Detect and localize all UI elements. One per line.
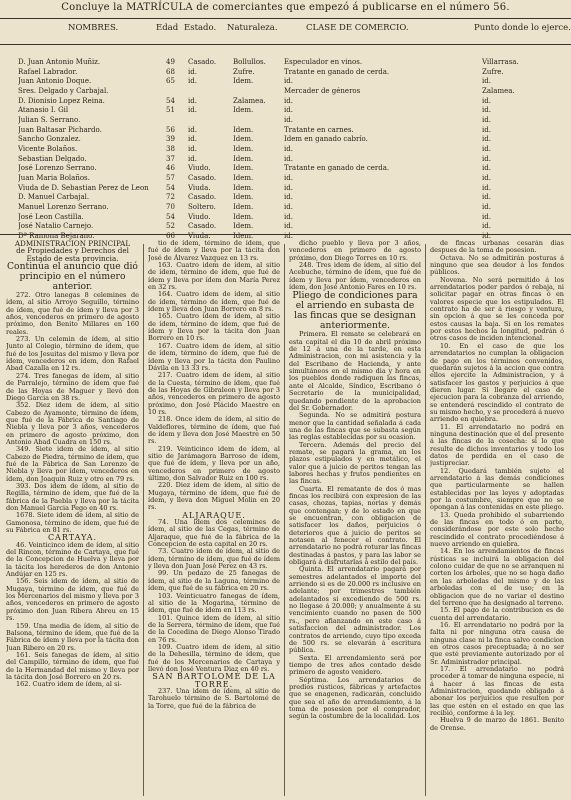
lot-entry: 156. Seis idem de ídem, al sitio de Mugaya, término de ídem, que fué de los Mercenarios del mismo y lleva por 3 años, vencederos en primero de agosto próximo don Juan Ribera Abreu en 15 rs. xyxy=(6,577,139,623)
merchant-state: id. xyxy=(188,154,197,163)
merchant-trade: id. xyxy=(284,202,293,211)
lot-entry: 218. Once idem de ídem, al sitio de Valdeflores, término de ídem, que fué de ídem y lleva don José Maestre en 50 rs. xyxy=(148,415,280,446)
merchant-state: Casado. xyxy=(188,193,217,202)
merchant-age xyxy=(166,116,186,126)
col-head-state: Estado. xyxy=(184,23,217,33)
lot-entry: 162. Cuatro idem de ídem, al si- xyxy=(16,680,122,689)
text-column-3 xyxy=(289,240,421,800)
merchant-trade: Especulador en vinos. xyxy=(284,58,363,66)
merchant-origin: Zufre. xyxy=(233,67,255,76)
merchant-state xyxy=(188,116,228,126)
merchant-place: id. xyxy=(482,144,491,153)
condition-clause: 16. El arrendatario no podrá por la falta ni por ninguna otra causa de ninguna clase ni la finca salvo condicion en otros casos preceptuada; á no ser que esté previamente autorizado por el Sr. Administrador principal. xyxy=(430,620,564,666)
merchant-state: Viuda. xyxy=(188,231,211,240)
merchant-place: id. xyxy=(482,125,491,134)
lot-entry: 103. Veinticuatro fanegas de ídem, al sitio de la Mogarina, término de ídem, que fué de ídem en 113 rs. xyxy=(148,591,280,615)
merchant-age: 56 xyxy=(166,125,175,134)
merchant-place: id. xyxy=(482,173,491,182)
merchant-age: 54 xyxy=(166,212,175,221)
merchant-name: Sebastian Delgado. xyxy=(18,154,87,163)
merchant-age: 72 xyxy=(166,193,175,202)
merchant-trade: Mercader de géneros xyxy=(284,86,361,95)
merchant-place: id. xyxy=(482,115,491,124)
merchant-place: id. xyxy=(482,106,491,115)
lot-entry: 73. Cuatro idem de ídem, al sitio de ídem, término de ídem, que fué de ídem y lleva don Juan José Perez en 43 rs. xyxy=(148,547,280,571)
merchant-origin: Idem. xyxy=(233,164,254,173)
lot-entry: 349. Siete idem de ídem, al sitio Cabezo de Piedra, término de ídem, que fué de la Fábrica de San Lorenzo de Niebla y lleva por ídem, vencederos en ídem, don Joaquin Ruiz y otro en 79 rs. xyxy=(6,445,139,483)
merchant-place: id. xyxy=(482,202,491,211)
registry-names-column xyxy=(18,58,158,241)
lot-entry: 1678. Siete idem de ídem, al sitio de Gamonosa, término de ídem, que fué de su Fábrica en 81 rs. xyxy=(6,511,139,535)
lot-entry: 237. Una idem de ídem, al sitio de Tarohuelo término de S. Bartolomé de la Torre, que fué de la fábrica de xyxy=(148,686,280,710)
lot-entry: 74. Una idem dos celemines de ídem, al sitio de las Cegas, término de Aljaraque, que fué de la fábrica de la Concepcion de esta capital en 20 rs. xyxy=(148,518,280,549)
merchant-state: id. xyxy=(188,106,197,115)
merchant-age: 65 xyxy=(166,77,175,86)
merchant-origin: Idem. xyxy=(233,144,254,153)
lot-entry: 101. Quince idem de ídem, al sitio de la Serrera, término de ídem, que fué de la Cocedina de Diego Alonso Tirado en 76 rs. xyxy=(148,613,280,644)
merchant-name: D. Dionisio Lopez Reina. xyxy=(18,96,105,105)
lot-entry: 219. Veinticinco idem de ídem, al sitio de Jarámagora Barroso de ídem, que fué de ídem, y lleva por un año, vencederos en primero de agosto último, don Salvador Ruiz en 100 rs. xyxy=(148,444,280,482)
merchant-origin: Idem. xyxy=(233,173,254,182)
page-header: Concluye la MATRÍCULA de comerciantes que empezó á publicarse en el número 56. xyxy=(61,2,510,13)
merchant-trade: Tratante en ganado de cerda. xyxy=(284,164,390,173)
merchant-age: 38 xyxy=(166,144,175,153)
lot-entry: 167. Cuatro idem de ídem, al sitio de ídem, término de ídem, que fué de ídem y lleva por la tácita don Paulino Dávila en 13 33 rs. xyxy=(148,341,280,372)
condition-clause: 11. El arrendatario no podrá en ninguna destinación que el del presente á las fincas de la cosecha: si lo que resulte de dichos inventarios y todo los datos de perdida en el caso de justipreciar. xyxy=(430,422,564,468)
merchant-name: Juan Antonio Doque. xyxy=(18,77,92,86)
condition-clause: 13. Queda prohibido el subarriendo de las fincas en todo ó en parte, considerándose por este solo hecho rescindido el contrato procediéndose á nuevo arriendo en quiebra. xyxy=(430,510,564,549)
merchant-state: Casado. xyxy=(188,222,217,231)
merchant-place: Zalamea. xyxy=(482,86,515,95)
merchant-trade: id. xyxy=(284,154,293,163)
merchant-origin: Idem. xyxy=(233,222,254,231)
lot-entry: 164. Cuatro idem de ídem, al sitio de ídem, término de ídem, que fué de ídem y lleva don Juan Borrero en 8 rs. xyxy=(148,290,280,314)
merchant-trade: id. xyxy=(284,193,293,202)
notice-subheading: de Propiedades y Derechos del Estado de esta provincia. xyxy=(16,246,129,263)
merchant-name: Vicente Bolaños. xyxy=(18,144,78,153)
notice-continuation-title: Continúa el anuncio que dió principio en el número anterior. xyxy=(7,261,138,293)
merchant-state: id. xyxy=(188,77,197,86)
lot-entry: 109. Cuatro idem de ídem, al sitio de la Dehesilla, término de ídem, que fué de los Mercenarios de Cartaya y llevó don José Ventura Diaz en 40 rs. xyxy=(148,642,280,673)
merchant-name: D. Juan Antonio Muñiz. xyxy=(18,58,101,66)
col-head-place: Punto donde lo ejerce. xyxy=(474,23,571,33)
notice-body xyxy=(0,240,571,800)
text-column-1 xyxy=(6,240,139,800)
merchant-trade: id. xyxy=(284,212,293,221)
merchant-place: id. xyxy=(482,135,491,144)
merchant-state: Casado. xyxy=(188,58,217,66)
merchant-state xyxy=(188,87,228,97)
merchant-age: 57 xyxy=(166,173,175,182)
condition-clause: Séptima. Los arrendatarios de predios rústicos, fábricas y artefactos que se enagenen, radicarán, concluido que sea el año de arrendamiento, á la toma de posesion por el comprador, según la costumbre de la localidad. Los xyxy=(289,675,421,721)
merchant-place: id. xyxy=(482,193,491,202)
merchant-name: Rafael Labrador. xyxy=(18,67,78,76)
conditions-heading: Pliego de condiciones para el arriendo en subasta de las fincas que se designan anteriormente. xyxy=(292,290,418,332)
merchant-age: 54 xyxy=(166,183,175,192)
merchant-place: id. xyxy=(482,183,491,192)
merchant-age: 37 xyxy=(166,154,175,163)
lot-entry: 248. Tres idem de ídem, al sitio del Acebuche, término de ídem, que fué de ídem y lleva por ídem, vencederos en ídem, don José Antonio Fares en 10 rs. xyxy=(289,261,421,292)
merchant-age: 66 xyxy=(166,231,175,240)
merchant-age: 68 xyxy=(166,67,175,76)
lot-entry: 99. Un pedazo de 25 fanegas de ídem, al sitio de la Laguna, término de ídem, que fué de su fábrica en 20 rs. xyxy=(148,569,280,593)
lot-entry: dicho pueblo y lleva por 3 años, vencederos en primero de agosto próximo, don Diego Torres en 10 rs. xyxy=(289,240,421,262)
merchant-place: id. xyxy=(482,164,491,173)
merchant-place: id. xyxy=(482,222,491,231)
col-head-nature: Naturaleza. xyxy=(227,23,278,33)
lot-entry: 352. Diez idem de ídem, al sitio Cabezo de Ayamonte, término de ídem, que fué de la Fábrica de Santiago de Niebla y lleva por 3 años, vencederos en primero de agosto próximo, don Antonio Abad Cuadra en 150 rs. xyxy=(6,401,139,446)
merchant-name: Juan Baltasar Pichardo. xyxy=(18,125,102,134)
merchant-name: Atanasio I. Gil xyxy=(18,106,69,115)
merchant-age: 46 xyxy=(166,164,175,173)
merchant-trade: id. xyxy=(284,96,293,105)
merchant-state: Casado. xyxy=(188,173,217,182)
lot-entry: 159. Una media de ídem, al sitio de Balsona, término de ídem, que fué de la Fábrica de ídem y lleva por la tácita don Juan Ribero en 20 rs. xyxy=(6,621,139,652)
merchant-place: id. xyxy=(482,231,491,240)
merchant-origin: Idem. xyxy=(233,125,254,134)
merchant-place: Zufre. xyxy=(482,67,504,76)
merchant-name: Dª Ramona Bejarano. xyxy=(18,231,95,240)
merchant-registry xyxy=(0,58,571,240)
merchant-age: 52 xyxy=(166,222,175,231)
merchant-trade: Tratante en ganado de cerda. xyxy=(284,67,390,76)
merchant-trade: Idem en ganado cabrío. xyxy=(284,135,368,144)
condition-clause: Cuarta. El rematante de dos ó mas fincas los recibirá con expresion de las casas, chozas, tapias, norias y demás que contengan; y de lo estado en que se encuentran, con obligacion de satisfacer los daños, perjuicios ó deterioros que á juicio de peritos se notasen al fenecer el contrato. El arrendatario no podrá roturar las fincas destinadas á pastos, y para las labor se obligará á disfrutarlas á estilo del país. xyxy=(289,484,421,567)
merchant-name: Sancho Gonzalez. xyxy=(18,135,81,144)
merchant-trade: id. xyxy=(284,173,293,182)
header-rule-top xyxy=(0,18,571,19)
merchant-origin: Idem. xyxy=(233,183,254,192)
registry-bottom-rule xyxy=(0,234,571,235)
merchant-age: 51 xyxy=(166,106,175,115)
merchant-age: 70 xyxy=(166,202,175,211)
registry-states-column xyxy=(188,58,228,241)
merchant-origin: Bollullos. xyxy=(233,58,266,66)
lot-entry: 165. Cuatro idem de ídem, al sitio de ídem, término de ídem, que fué de ídem y lleva por la tácita don Juan Borrero en 10 rs. xyxy=(148,312,280,343)
merchant-name: Julian S. Serrano. xyxy=(18,115,81,124)
condition-clause: Quinta. El arrendatario pagará por semestres adelantados el importe del arriendo si es de 20.000 rs inclusive en adelante; por trimestres también adelantados si excediendo de 500 rs. no llegase á 20.000; y anualmente á su vencimiento cuando no pasen de 500 rs., pero afianzando en este caso á satisfaccion del administrador. Los contratos de arriendo, cuyo tipo exceda de 500 rs. se elevarán á escritura pública. xyxy=(289,565,421,655)
lot-entry: 274. Tres fanegas de ídem, al sitio de Parralejo, término de ídem que fué de las Hoyas de Maguer y llevó don Diego Garcia en 38 rs. xyxy=(6,371,139,402)
town-heading: CARTAYA. xyxy=(47,533,98,543)
registry-column-headers xyxy=(0,23,571,37)
merchant-origin: Idem. xyxy=(233,202,254,211)
condition-clause: 14. En los arrendamientos de fincas rústicas se incluirá la obligacion del colono cuidar de que no se arranquen ni corten los árboles, que no se haga daño en las arboledas del mismo y de las arboledas con el de uso; en la obligacion que de no variar el destino del terreno que ha designado al terreno. xyxy=(430,547,564,607)
merchant-trade: id. xyxy=(284,106,293,115)
merchant-trade: id. xyxy=(284,115,293,124)
condition-clause: 17. El arrendatario no podrá proceder á tomar de ninguna especie, ni á hacer á las fincas de esta Administracion, quedando obligado á abonar los perjuicios que resulten por las que estén en el estado en que las recibió, conforme á la ley. xyxy=(430,664,564,717)
merchant-state: Viudo. xyxy=(188,212,211,221)
lot-entry: 272. Otro lanegas 8 celemines de ídem, al sitio Arroyo Seguillo, término de ídem, que fué de ídem y lleva por 3 años, vencederos en primero de agosto próximo, don Benito Millares en 160 reales. xyxy=(6,291,139,336)
condition-clause: Novena. No será permitido á los arrendatarios poder pardos ó rebaja, ni solicitar pagar en otras fincas ó en valores especie que los estipulados. El contrato ha de ser á riesgo y ventura, sin opcion á que se les conceda por estos causas la baja. Si en los remates por estos hechos la longitud, podrán ó otros casos de inciden intencional. xyxy=(430,275,564,343)
lot-entry: 217. Cuatro idem de ídem, al sitio de la Cuesta, término de ídem, que fué de las Hoyas de Gibraleon y lleva por 3 años, vencederos en primero de agosto próximo, don José Plácido Maestre en 10 rs. xyxy=(148,371,280,416)
col-head-class: CLASE DE COMERCIO. xyxy=(306,23,409,33)
col-head-age: Edad xyxy=(156,23,179,33)
merchant-origin: Idem. xyxy=(233,212,254,221)
merchant-age xyxy=(166,87,186,97)
lot-entry: 46. Veinticinco idem de ídem, al sitio del Rincon, término de Cartaya, que fué de la Concepcion de Huelva y lleva por la tácita los herederos de don Antonio Andújar en 125 rs. xyxy=(6,540,139,579)
condition-clause: 15. El pago de la contribucion es de cuenta del arrendatario. xyxy=(430,606,564,622)
merchant-state: Viuda. xyxy=(188,183,211,192)
merchant-age: 54 xyxy=(166,96,175,105)
merchant-origin: Idem. xyxy=(233,77,254,86)
merchant-place: Villarrasa. xyxy=(482,58,519,66)
merchant-name: Sres. Delgado y Carbajal. xyxy=(18,86,109,95)
merchant-state: id. xyxy=(188,67,197,76)
lot-entry: tio de ídem, término de ídem, que fué de ídem y lleva por la tácita don José de Álvarez Vazquez en 13 rs. xyxy=(148,240,280,262)
merchant-age: 49 xyxy=(166,58,175,66)
merchant-name: D. Manuel Carbajal. xyxy=(18,193,90,202)
col-head-names: NOMBRES. xyxy=(68,23,119,33)
merchant-state: id. xyxy=(188,96,197,105)
lot-entry: 273. Un celemin de ídem, al sitio Junto al Colegio, término de ídem, que fué de los Jesuitas del mismo y lleva por ídem, vencederos en ídem, don Rafael Abad Cazalla en 12 rs. xyxy=(6,335,139,373)
lot-entry: 220. Diez idem de ídem, al sitio de Mugaya, término de ídem, que fué de ídem, y lleva don Miguel Molin en 20 rs. xyxy=(148,481,280,512)
merchant-trade: id. xyxy=(284,222,293,231)
notice-heading: ADMINISTRACION PRINCIPAL xyxy=(14,240,131,248)
merchant-origin xyxy=(233,116,285,126)
town-heading: ALJARAQUE. xyxy=(182,510,246,520)
text-column-4 xyxy=(430,240,564,800)
merchant-state: Soltero. xyxy=(188,202,216,211)
condition-clause: 12. Quedará también sujeto el arrendatario á las demás condiciones que particularmente se hallen establecidas por las leyes y adoptadas por la costumbre, siempre que no se opongan á las contenidas en este pliego. xyxy=(430,466,564,512)
condition-clause: 10. En el caso de que los arrendatarios no cumplan la obligacion de pago en los términos convenidos, quedarán sujetos á la accion que contra ellos ejercite la Administracion, y á satisfacer los gastos y perjuicios á que dieren lugar. Si llegare el caso de ejecucion para la cobranza del arriendo, se entenderá rescindido el contrato de su mismo hecho, y se procederá á nuevo arriendo en quiebra. xyxy=(430,341,564,424)
merchant-state: Viudo. xyxy=(188,164,211,173)
merchant-origin: Idem. xyxy=(233,106,254,115)
merchant-name: Viuda de D. Sebastian Perez de Leon xyxy=(18,183,149,192)
condition-clause: de fincas urbanas cesarán dias despues de la toma de posesion. xyxy=(430,240,564,255)
condition-clause: Primera. El remate se celebrará en esta capital el dia 10 de abril próximo de 12 á una de la tarde, en esta Administracion, con mi asistencia y la del Escribano de Hacienda, y ante simultáneos en el mismo dia y hora en los pueblos donde radiquen las fincas, ante el Alcalde, Síndico, Escribano ó Secretario de la municipalidad, quedando pendiente de la aprobacion del Sr. Gobernador. xyxy=(289,330,421,412)
condition-clause: Segunda. No se admitirá postura menor que la cantidad señalada á cada una de las fincas que se subasta según las reglas establecidas por su ocasion. xyxy=(289,411,421,442)
merchant-name: José Leon Castilla. xyxy=(18,212,84,221)
merchant-place: id. xyxy=(482,212,491,221)
condition-clause: Huelva 9 de marzo de 1861. Benito de Orense. xyxy=(430,716,564,732)
merchant-trade: id. xyxy=(284,77,293,86)
registry-ages-column xyxy=(166,58,186,241)
merchant-state: id. xyxy=(188,125,197,134)
header-rule-bottom xyxy=(0,44,571,45)
merchant-name: José Natalio Carnejo. xyxy=(18,222,94,231)
registry-places-column xyxy=(482,58,562,241)
merchant-name: Juan Maria Bolaños. xyxy=(18,173,90,182)
merchant-origin: Idem. xyxy=(233,135,254,144)
lot-entry: 163. Cuatro idem de ídem, al sitio de ídem, término de ídem, que fué de ídem y lleva por ídem don María Perez en 32 rs. xyxy=(148,261,280,292)
merchant-origin: Zalamea. xyxy=(233,96,266,105)
merchant-name: Manuel Lorenzo Serrano. xyxy=(18,202,109,211)
merchant-place: id. xyxy=(482,154,491,163)
lot-entry: 161. Seis fanegas de ídem, al sitio del Campillo, término de ídem, que fué de la Hermandad del mismo y lleva por la tácita don José Borrero en 20 rs. xyxy=(6,650,139,681)
merchant-trade: Tratante en carnes. xyxy=(284,125,354,134)
merchant-origin xyxy=(233,87,285,97)
merchant-name: José Lorenzo Serrano. xyxy=(18,164,97,173)
merchant-place: id. xyxy=(482,96,491,105)
merchant-origin: Idem. xyxy=(233,154,254,163)
lot-entry: 393. Dos idem de ídem, al sitio de Regilla, término de ídem, que fué de la fábrica de la Paebla y lleva por la tácita don Manuel Garcia Pego en 40 rs. xyxy=(6,481,139,512)
merchant-trade: id. xyxy=(284,144,293,153)
merchant-trade: id. xyxy=(284,231,293,240)
merchant-age: 39 xyxy=(166,135,175,144)
merchant-state: id. xyxy=(188,144,197,153)
merchant-place: id. xyxy=(482,77,491,86)
registry-nature-column xyxy=(233,58,285,241)
text-column-2 xyxy=(148,240,280,800)
town-heading: SAN BARTOLOMÉ DE LA TORRE. xyxy=(152,672,276,689)
condition-clause: Tercera. Además del precio del remate, se pagará la grama, en los plazos estipulados y en metálico, el valor que á juicio de peritos tengan las labores hechas y frutos pendientes en las fincas. xyxy=(289,440,421,486)
condition-clause: Sexta. El arrendamiento será por tiempo de tres años contado desde primero de agosto venidero. xyxy=(289,653,421,677)
merchant-state: id. xyxy=(188,135,197,144)
merchant-origin: Idem. xyxy=(233,193,254,202)
condition-clause: Octava. No se admitirán posturas á ninguno que sea deudor á los fondos públicos. xyxy=(430,253,564,277)
merchant-trade: id. xyxy=(284,183,293,192)
merchant-origin: Idem. xyxy=(233,231,254,240)
registry-classes-column xyxy=(284,58,454,241)
